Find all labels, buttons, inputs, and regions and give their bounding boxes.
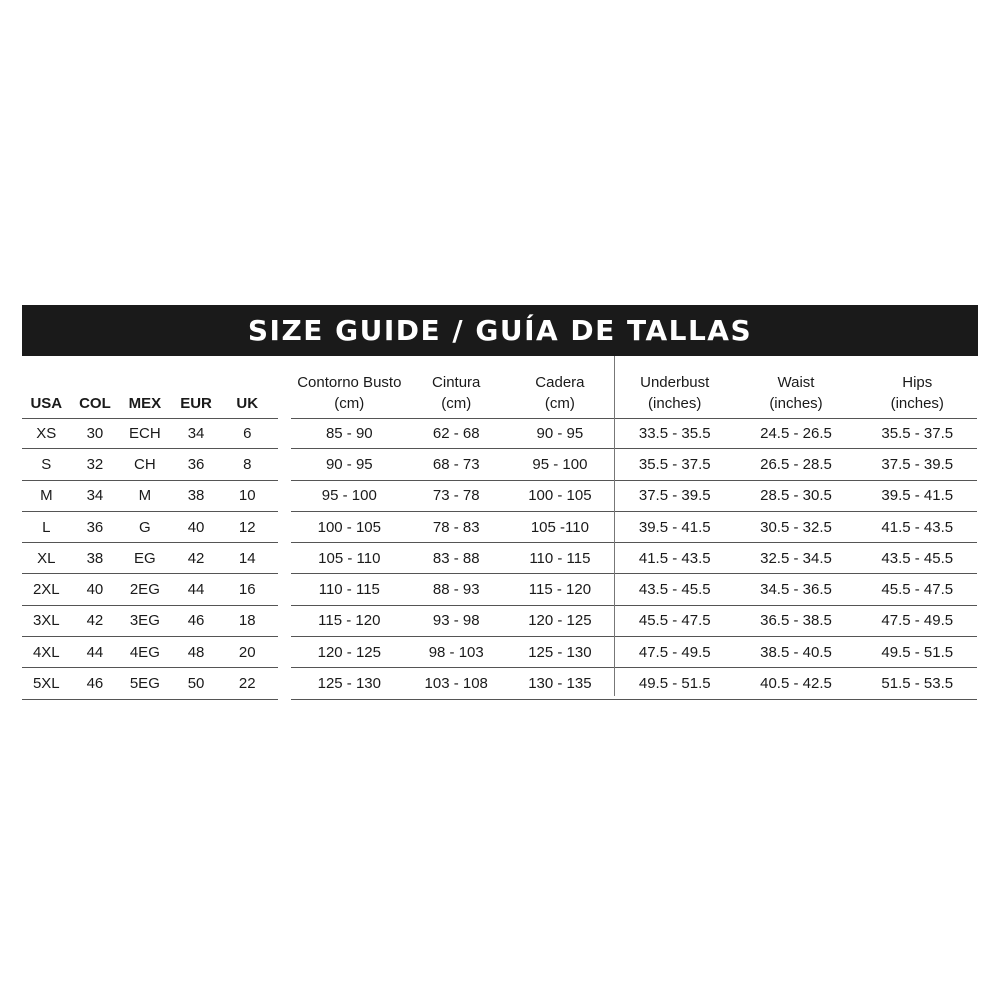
column-header — [734, 370, 857, 418]
table-cell: 4EG — [129, 643, 160, 661]
table-cell: 20 — [238, 643, 256, 661]
header-label: Cintura — [432, 374, 481, 391]
column-header — [170, 370, 221, 418]
table-cell: 34.5 - 36.5 — [760, 581, 832, 599]
table-cell: 44 — [86, 643, 104, 661]
table-cell: 36 — [187, 455, 205, 473]
table-cell: 73 - 78 — [432, 487, 480, 505]
table-cell: 90 - 95 — [536, 424, 584, 442]
table-cell: 38 — [187, 487, 205, 505]
table-cell: 83 - 88 — [432, 549, 480, 567]
table-row — [22, 543, 278, 574]
table-cell: 120 - 125 — [317, 643, 381, 661]
header-label: UK — [236, 395, 259, 412]
inch-measurements-table — [615, 370, 977, 700]
table-cell: 2XL — [32, 581, 60, 599]
table-cell: 5EG — [129, 675, 160, 693]
table-cell: 38.5 - 40.5 — [760, 643, 832, 661]
table-cell: 42 — [86, 612, 104, 630]
table-cell: 39.5 - 41.5 — [638, 518, 711, 536]
table-cell: 2EG — [129, 581, 160, 599]
table-cell: 24.5 - 26.5 — [760, 424, 832, 442]
table-cell: 37.5 - 39.5 — [638, 487, 711, 505]
table-cell: 46 — [187, 612, 205, 630]
table-cell: CH — [134, 455, 156, 473]
table-row — [22, 606, 278, 637]
table-cell: 38 — [86, 549, 104, 567]
table-cell: 45.5 - 47.5 — [638, 612, 711, 630]
table-cell: 100 - 105 — [317, 518, 381, 536]
table-row — [291, 512, 615, 543]
header-label: Cadera — [535, 374, 585, 391]
table-row — [615, 668, 977, 699]
table-body — [291, 418, 615, 700]
table-cell: 4XL — [32, 643, 60, 661]
table-cell: 35.5 - 37.5 — [638, 455, 711, 473]
table-cell: 36 — [86, 518, 104, 536]
table-cell: 48 — [187, 643, 205, 661]
header-unit: (inches) — [648, 395, 702, 412]
table-cell: 110 - 115 — [529, 549, 591, 567]
table-cell: 33.5 - 35.5 — [638, 424, 711, 442]
table-cell: 35.5 - 37.5 — [881, 424, 954, 442]
table-cell: 5XL — [32, 675, 60, 693]
table-cell: 12 — [238, 518, 256, 536]
column-header — [22, 370, 71, 418]
header-label: MEX — [128, 395, 162, 412]
table-row — [615, 418, 977, 449]
table-row — [291, 449, 615, 480]
table-cell: 16 — [238, 581, 256, 599]
table-cell: 43.5 - 45.5 — [881, 549, 954, 567]
table-cell: 120 - 125 — [528, 612, 592, 630]
table-cell: 40 — [187, 518, 205, 536]
table-cell: 49.5 - 51.5 — [638, 675, 711, 693]
table-cell: 43.5 - 45.5 — [638, 581, 711, 599]
table-cell: 45.5 - 47.5 — [881, 581, 954, 599]
table-row — [291, 668, 615, 699]
table-cell: 34 — [187, 424, 205, 442]
table-cell: 26.5 - 28.5 — [760, 455, 832, 473]
table-cell: 37.5 - 39.5 — [881, 455, 954, 473]
table-cell: 3EG — [129, 612, 160, 630]
table-cell: 125 - 130 — [528, 643, 592, 661]
table-cell: S — [41, 455, 52, 473]
table-cell: 10 — [238, 487, 256, 505]
column-header — [408, 370, 505, 418]
table-body — [22, 418, 278, 700]
table-cell: 44 — [187, 581, 205, 599]
table-cell: 105 - 110 — [318, 549, 381, 567]
table-cell: 49.5 - 51.5 — [881, 643, 954, 661]
table-cell: 40.5 - 42.5 — [760, 675, 832, 693]
table-cell: 28.5 - 30.5 — [760, 487, 832, 505]
table-cell: 40 — [86, 581, 104, 599]
table-row — [22, 574, 278, 605]
international-sizes-table — [22, 370, 278, 700]
table-cell: M — [40, 487, 53, 505]
column-header — [505, 370, 615, 418]
table-row — [615, 637, 977, 668]
header-label: USA — [30, 395, 63, 412]
table-cell: ECH — [129, 424, 161, 442]
centimeter-measurements-table — [291, 370, 615, 700]
table-cell: 32 — [86, 455, 104, 473]
table-cell: 130 - 135 — [528, 675, 592, 693]
table-body — [615, 418, 977, 700]
table-cell: 41.5 - 43.5 — [881, 518, 954, 536]
header-unit: (cm) — [441, 395, 472, 412]
column-header — [291, 370, 408, 418]
table-divider — [614, 356, 615, 696]
header-unit: (inches) — [769, 395, 823, 412]
table-row — [22, 668, 278, 699]
table-cell: EG — [134, 549, 156, 567]
table-cell: 39.5 - 41.5 — [881, 487, 954, 505]
column-header — [858, 370, 977, 418]
table-row — [22, 481, 278, 512]
table-cell: 22 — [238, 675, 256, 693]
table-row — [22, 512, 278, 543]
table-cell: XL — [37, 549, 56, 567]
table-row — [615, 606, 977, 637]
table-cell: 47.5 - 49.5 — [881, 612, 954, 630]
header-label: Hips — [902, 374, 933, 391]
table-cell: 30.5 - 32.5 — [760, 518, 832, 536]
header-label: Contorno Busto — [297, 374, 402, 391]
table-row — [22, 418, 278, 449]
table-row — [615, 481, 977, 512]
table-cell: 100 - 105 — [528, 487, 592, 505]
table-header — [615, 370, 977, 419]
table-cell: 8 — [243, 455, 252, 473]
table-cell: 14 — [238, 549, 256, 567]
header-unit: (cm) — [544, 395, 575, 412]
size-guide-title: SIZE GUIDE / GUÍA DE TALLAS — [22, 305, 978, 356]
table-cell: 41.5 - 43.5 — [638, 549, 711, 567]
table-row — [291, 637, 615, 668]
table-cell: 90 - 95 — [325, 455, 373, 473]
table-cell: 42 — [187, 549, 205, 567]
table-cell: 51.5 - 53.5 — [881, 675, 954, 693]
header-label: Underbust — [640, 374, 710, 391]
table-row — [291, 481, 615, 512]
table-cell: 34 — [86, 487, 104, 505]
table-cell: G — [139, 518, 151, 536]
table-cell: 30 — [86, 424, 104, 442]
table-cell: 68 - 73 — [432, 455, 480, 473]
table-cell: 78 - 83 — [432, 518, 480, 536]
table-cell: 125 - 130 — [317, 675, 381, 693]
header-unit: (cm) — [334, 395, 365, 412]
table-cell: 6 — [243, 424, 252, 442]
column-header — [615, 370, 734, 418]
table-header — [22, 370, 278, 419]
table-cell: 115 - 120 — [318, 612, 381, 630]
table-row — [615, 543, 977, 574]
table-cell: 103 - 108 — [424, 675, 488, 693]
table-cell: 115 - 120 — [528, 581, 592, 599]
table-cell: 62 - 68 — [432, 424, 480, 442]
table-row — [615, 512, 977, 543]
table-row — [291, 606, 615, 637]
table-cell: L — [42, 518, 51, 536]
header-unit: (inches) — [890, 395, 944, 412]
table-row — [291, 418, 615, 449]
header-label: COL — [79, 395, 111, 412]
header-label: EUR — [180, 395, 212, 412]
table-cell: 46 — [86, 675, 104, 693]
table-cell: 50 — [187, 675, 205, 693]
table-cell: 95 - 100 — [321, 487, 377, 505]
table-cell: 110 - 115 — [318, 581, 380, 599]
table-cell: 18 — [238, 612, 256, 630]
table-cell: 85 - 90 — [325, 424, 373, 442]
table-cell: 3XL — [32, 612, 60, 630]
table-row — [22, 637, 278, 668]
table-row — [615, 574, 977, 605]
table-cell: 105 -110 — [530, 518, 589, 536]
table-cell: 95 - 100 — [532, 455, 588, 473]
table-cell: 47.5 - 49.5 — [638, 643, 711, 661]
column-header — [119, 370, 170, 418]
table-cell: 98 - 103 — [428, 643, 484, 661]
table-cell: 36.5 - 38.5 — [760, 612, 832, 630]
column-header — [71, 370, 120, 418]
header-label: Waist — [777, 374, 815, 391]
table-row — [291, 543, 615, 574]
table-cell: M — [138, 487, 152, 505]
table-cell: 93 - 98 — [432, 612, 480, 630]
table-row — [615, 449, 977, 480]
column-header — [222, 370, 273, 418]
table-cell: 88 - 93 — [432, 581, 480, 599]
table-row — [22, 449, 278, 480]
table-header — [291, 370, 615, 419]
table-cell: XS — [36, 424, 57, 442]
table-row — [291, 574, 615, 605]
table-cell: 32.5 - 34.5 — [760, 549, 832, 567]
